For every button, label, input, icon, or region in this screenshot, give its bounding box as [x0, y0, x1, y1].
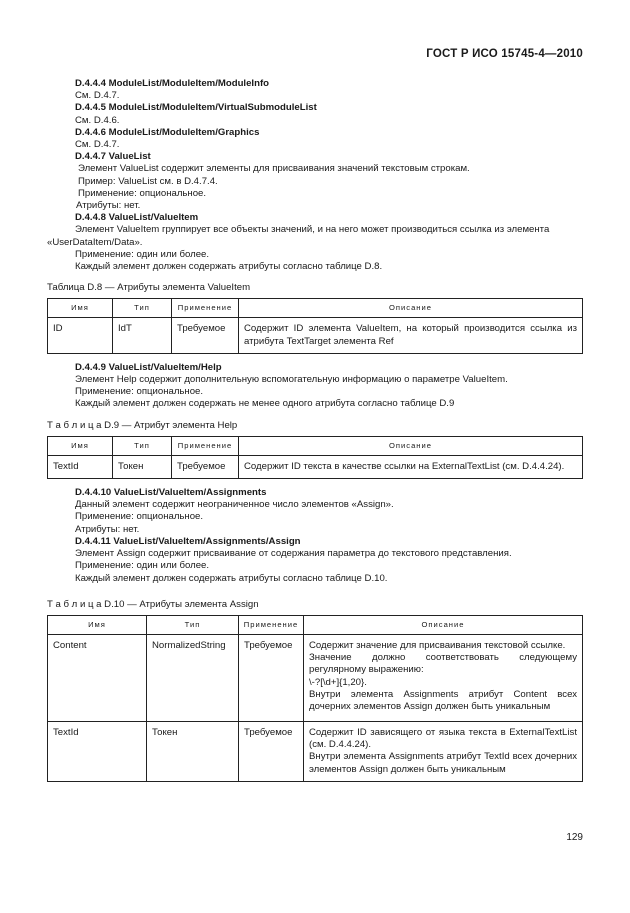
description-line: Внутри элемента Assignments атрибут Content всех дочерних элементов Assign должен быть уникальным: [309, 688, 577, 712]
description-line: Внутри элемента Assignments атрибут TextId всех дочерних элементов Assign должен быть уникальным: [309, 751, 577, 775]
table-caption: Таблица D.8 — Атрибуты элемента ValueItem: [47, 282, 251, 294]
regex-expression: \-?[\d+]{1,20}.: [309, 676, 367, 688]
section-heading: D.4.4.10 ValueList/ValueItem/Assignments: [75, 487, 267, 499]
attributes-table-d9: [47, 436, 583, 479]
paragraph: Каждый элемент должен содержать атрибуты согласно таблице D.10.: [75, 572, 388, 584]
cell-description: Содержит ID элемента ValueItem, на который производится ссылка из атрибута TextTarget элемента Ref: [239, 318, 583, 353]
paragraph: Применение: опциональное.: [75, 386, 204, 398]
cell-type: Токен: [113, 455, 172, 478]
paragraph: Элемент ValueList содержит элементы для присваивания значений текстовым строкам.: [78, 163, 470, 175]
cell-usage: Требуемое: [172, 455, 239, 478]
standard-header: ГОСТ Р ИСО 15745-4—2010: [426, 48, 583, 60]
section-heading: D.4.4.4 ModuleList/ModuleItem/ModuleInfo: [75, 78, 270, 89]
paragraph: См. D.4.7.: [75, 139, 120, 151]
section-heading: D.4.4.5 ModuleList/ModuleItem/VirtualSubmoduleList: [75, 102, 317, 114]
column-header: Тип: [113, 299, 172, 318]
table-header-row: [48, 615, 583, 634]
section-heading: D.4.4.6 ModuleList/ModuleItem/Graphics: [75, 126, 260, 138]
attributes-table-d10: [47, 615, 583, 782]
paragraph: Каждый элемент должен содержать не менее одного атрибута согласно таблице D.9: [75, 398, 455, 410]
paragraph: Элемент Help содержит дополнительную вспомогательную информацию о параметре ValueItem.: [75, 374, 508, 386]
cell-type: IdT: [113, 318, 172, 353]
paragraph: Каждый элемент должен содержать атрибуты согласно таблице D.8.: [75, 261, 383, 273]
column-header: Применение: [172, 299, 239, 318]
column-header: Тип: [147, 615, 239, 634]
table-row: [48, 721, 583, 781]
paragraph: Применение: опциональное.: [78, 187, 207, 199]
paragraph: Элемент Assign содержит присваивание от содержания параметра до текстового представления.: [75, 548, 512, 560]
paragraph: Пример: ValueList см. в D.4.7.4.: [78, 175, 218, 187]
table-header-row: [48, 299, 583, 318]
paragraph: Применение: опциональное.: [75, 511, 204, 523]
table-header-row: [48, 436, 583, 455]
column-header: Имя: [48, 615, 147, 634]
description-line: Содержит ID зависящего от языка текста в ExternalTextList (см. D.4.4.24).: [309, 726, 577, 751]
column-header: Описание: [239, 436, 583, 455]
column-header: Описание: [304, 615, 583, 634]
page-content: [47, 78, 583, 782]
paragraph: Атрибуты: нет.: [75, 523, 140, 535]
description-line: Содержит значение для присваивания текстовой ссылке.: [309, 639, 566, 651]
table-row: [48, 455, 583, 478]
attributes-table-d8: [47, 298, 583, 353]
paragraph: «UserDataItem/Data».: [47, 236, 143, 248]
table-row: [48, 634, 583, 721]
cell-name: ID: [48, 318, 113, 353]
table-row: [48, 318, 583, 353]
description-line: Значение должно соответствовать следующему регулярному выражению:: [309, 652, 577, 676]
table-caption: Т а б л и ц а D.9 — Атрибут элемента Help: [47, 419, 238, 431]
paragraph: Применение: один или более.: [75, 248, 210, 260]
cell-type: Токен: [147, 721, 239, 781]
column-header: Описание: [239, 299, 583, 318]
paragraph: См. D.4.6.: [75, 114, 120, 126]
column-header: Имя: [48, 436, 113, 455]
cell-name: Content: [48, 634, 147, 721]
section-heading: D.4.4.11 ValueList/ValueItem/Assignments/Assign: [75, 535, 301, 547]
paragraph: Данный элемент содержит неограниченное число элементов «Assign».: [75, 499, 394, 511]
paragraph: Элемент ValueItem группирует все объекты значений, и на него может производиться ссылка из элемента: [75, 224, 550, 236]
cell-type: NormalizedString: [147, 634, 239, 721]
cell-name: TextId: [48, 721, 147, 781]
cell-usage: Требуемое: [172, 318, 239, 353]
cell-description: [304, 721, 583, 781]
column-header: Имя: [48, 299, 113, 318]
paragraph: Атрибуты: нет.: [76, 200, 141, 212]
cell-description: [304, 634, 583, 721]
section-heading: D.4.4.7 ValueList: [75, 151, 151, 163]
paragraph: Применение: один или более.: [75, 560, 210, 572]
section-heading: D.4.4.9 ValueList/ValueItem/Help: [75, 361, 222, 373]
cell-usage: Требуемое: [239, 634, 304, 721]
paragraph: См. D.4.7.: [75, 90, 120, 102]
table-caption: Т а б л и ц а D.10 — Атрибуты элемента Assign: [47, 598, 259, 610]
cell-description: Содержит ID текста в качестве ссылки на ExternalTextList (см. D.4.4.24).: [239, 455, 583, 478]
section-heading: D.4.4.8 ValueList/ValueItem: [75, 212, 199, 224]
column-header: Применение: [172, 436, 239, 455]
column-header: Применение: [239, 615, 304, 634]
column-header: Тип: [113, 436, 172, 455]
page-number: 129: [566, 832, 583, 843]
cell-name: TextId: [48, 455, 113, 478]
cell-usage: Требуемое: [239, 721, 304, 781]
